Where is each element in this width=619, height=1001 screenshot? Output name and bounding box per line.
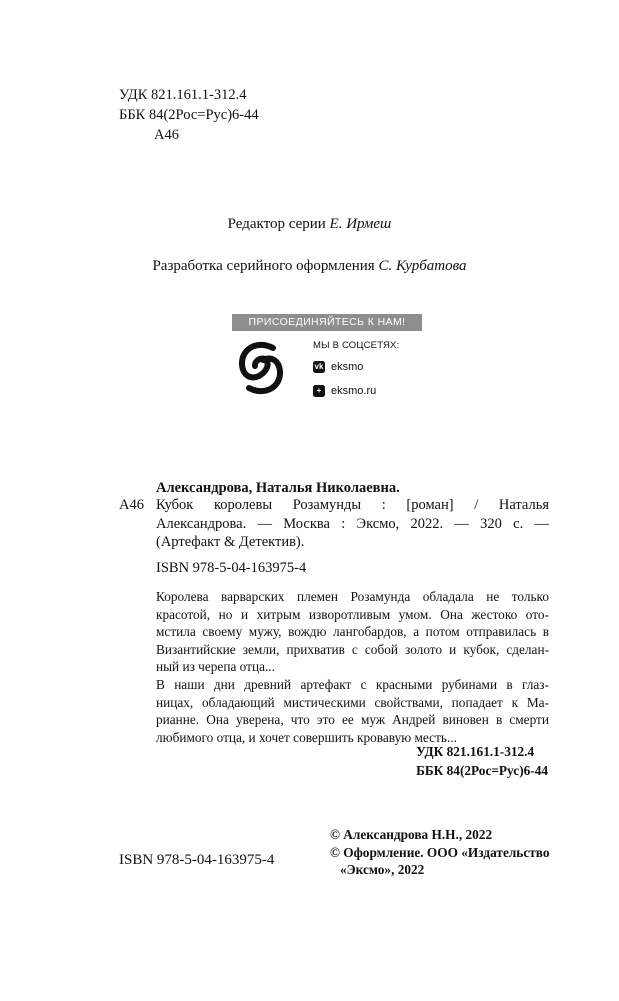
annotation-line: Византийские земли, прихватив с собой золото и кубок, сделан- [156, 641, 549, 657]
book-description-line: (Артефакт & Детектив). [156, 534, 305, 550]
social-link-vk[interactable] [313, 358, 399, 376]
social-title: МЫ В СОЦСЕТЯХ: [313, 340, 400, 351]
annotation-line: В наши дни древний артефакт с красными рубинами в глаз- [156, 676, 549, 692]
series-editor-name: Е. Ирмеш [329, 216, 392, 232]
bbk-code: ББК 84(2Рос=Рус)6-44 [416, 763, 548, 778]
annotation-line: мстила своему мужу, вождю лангобардов, а потом отправилась в [156, 624, 549, 640]
annotation-line: ницах, обладающий мистическими свойствами, попадает к Ма- [156, 694, 549, 710]
annotation [156, 588, 549, 746]
social-link-label: eksmo [331, 361, 364, 373]
social-link-label: eksmo.ru [331, 385, 377, 397]
annotation-line: рианне. Она уверена, что это ее муж Андрей виновен в смерти [156, 712, 549, 728]
copyright-line: © Александрова Н.Н., 2022 [330, 827, 493, 842]
annotation-line: любимого отца, и хочет совершить кровавую месть... [156, 729, 457, 745]
join-us-banner: ПРИСОЕДИНЯЙТЕСЬ К НАМ! [232, 314, 422, 331]
design-label: Разработка серийного оформления [152, 258, 375, 274]
book-description [156, 496, 549, 552]
classification-codes-bold [416, 742, 548, 780]
eksmo-logo-icon [238, 341, 284, 395]
book-description-line: Александрова. — Москва : Эксмо, 2022. — 320 с. — [156, 515, 549, 532]
copyright-line: © Оформление. ООО «Издательство [330, 844, 550, 860]
vk-icon: vk [314, 362, 324, 371]
series-editor-label: Редактор серии [227, 216, 326, 232]
social-links [313, 340, 399, 400]
series-design-credit [0, 258, 619, 275]
annotation-line: ный из черепа отца... [156, 659, 275, 675]
copyright-notice [330, 826, 550, 879]
top-classification-codes [119, 85, 259, 145]
author-mark: А46 [154, 127, 179, 143]
author-heading: Александрова, Наталья Николаевна. [156, 480, 400, 496]
copyright-line: «Эксмо», 2022 [340, 862, 425, 877]
book-description-line: Кубок королевы Розамунды : [роман] / Наталья [156, 497, 549, 513]
plus-icon: + [313, 385, 325, 397]
bbk-code: ББК 84(2Рос=Рус)6-44 [119, 107, 259, 123]
design-name: С. Курбатова [378, 258, 467, 274]
annotation-line: Королева варварских племен Розамунда обладала не только [156, 589, 549, 604]
series-editor-credit [0, 216, 619, 233]
catalog-author-mark: А46 [119, 497, 144, 513]
isbn-bottom: ISBN 978-5-04-163975-4 [119, 852, 275, 868]
udk-code: УДК 821.161.1-312.4 [119, 87, 247, 103]
udk-code: УДК 821.161.1-312.4 [416, 744, 535, 759]
social-link-site[interactable] [313, 382, 399, 400]
annotation-line: красотой, но и хитрым изворотливым умом. Она жестоко ото- [156, 606, 549, 622]
catalog-isbn: ISBN 978-5-04-163975-4 [156, 560, 307, 576]
